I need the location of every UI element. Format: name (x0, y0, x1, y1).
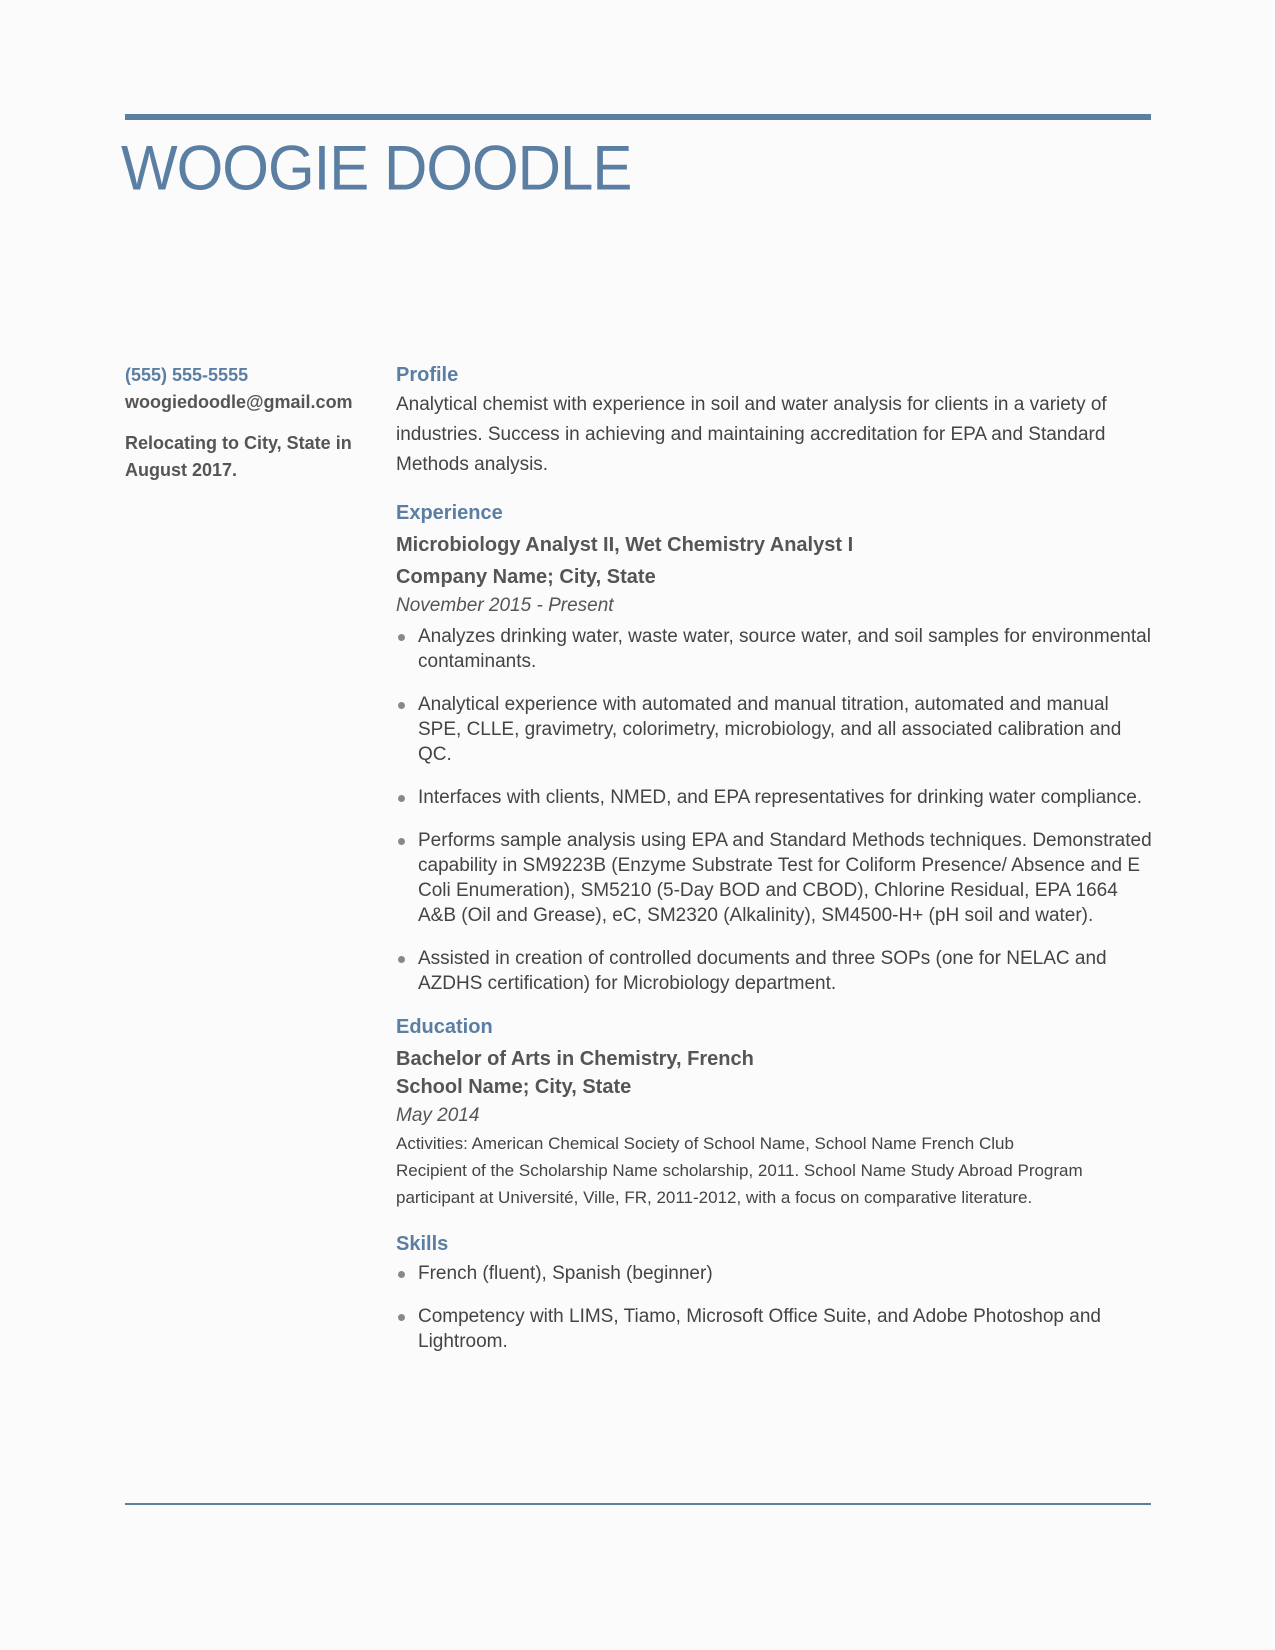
education-section (396, 1014, 1156, 1211)
job-date: November 2015 - Present (396, 595, 614, 616)
main-column (396, 362, 1156, 1374)
education-recipient: Recipient of the Scholarship Name scholarship, 2011. School Name Study Abroad Program participant at Université, Ville, FR, 2011-2012, with a focus on comparative literature. (396, 1161, 1083, 1207)
profile-text: Analytical chemist with experience in soil and water analysis for clients in a variety of industries. Success in achieving and maintaining accreditation for EPA and Standard Methods analysis. (396, 394, 1107, 475)
bullet-dot-icon (398, 956, 405, 963)
bullet-dot-icon (398, 1314, 405, 1321)
skills-heading: Skills (396, 1233, 449, 1255)
list-item: French (fluent), Spanish (beginner) (396, 1261, 1156, 1286)
education-heading: Education (396, 1016, 493, 1038)
list-item: Interfaces with clients, NMED, and EPA representatives for drinking water compliance. (396, 785, 1156, 810)
footer-rule (125, 1503, 1151, 1505)
bullet-dot-icon (398, 1271, 405, 1278)
list-item: Analytical experience with automated and manual titration, automated and manual SPE, CLLE, gravimetry, colorimetry, microbiology, and all associated calibration and QC. (396, 692, 1156, 767)
education-date: May 2014 (396, 1105, 480, 1126)
company-name: Company Name; City, State (396, 566, 656, 588)
job-title: Microbiology Analyst II, Wet Chemistry Analyst I (396, 534, 854, 556)
experience-heading: Experience (396, 502, 503, 524)
contact-column (125, 362, 365, 484)
skills-bullets (396, 1261, 1156, 1354)
bullet-dot-icon (398, 634, 405, 641)
experience-bullets (396, 624, 1156, 996)
list-item: Analyzes drinking water, waste water, source water, and soil samples for environmental contaminants. (396, 624, 1156, 674)
education-activities: Activities: American Chemical Society of School Name, School Name French Club (396, 1134, 1014, 1153)
candidate-name: WOOGIE DOODLE (121, 133, 632, 204)
skills-section (396, 1231, 1156, 1354)
experience-section (396, 500, 1156, 996)
header-rule (125, 114, 1151, 120)
school-name: School Name; City, State (396, 1076, 632, 1098)
bullet-dot-icon (398, 702, 405, 709)
bullet-dot-icon (398, 838, 405, 845)
profile-heading: Profile (396, 364, 459, 386)
phone-number: (555) 555-5555 (125, 365, 249, 385)
list-item: Competency with LIMS, Tiamo, Microsoft Office Suite, and Adobe Photoshop and Lightroom. (396, 1304, 1156, 1354)
profile-section (396, 362, 1156, 480)
relocation-note: Relocating to City, State in August 2017. (125, 433, 352, 480)
degree-title: Bachelor of Arts in Chemistry, French (396, 1048, 754, 1070)
list-item: Performs sample analysis using EPA and Standard Methods techniques. Demonstrated capability in SM9223B (Enzyme Substrate Test for Coliform Presence/ Absence and E Coli Enumeration), SM5210 (5-Day BOD and CBOD), Chlorine Residual, EPA 1664 A&B (Oil and Grease), eC, SM2320 (Alkalinity), SM4500-H+ (pH soil and water). (396, 828, 1156, 928)
bullet-dot-icon (398, 795, 405, 802)
email-address: woogiedoodle@gmail.com (125, 392, 353, 412)
list-item: Assisted in creation of controlled documents and three SOPs (one for NELAC and AZDHS certification) for Microbiology department. (396, 946, 1156, 996)
